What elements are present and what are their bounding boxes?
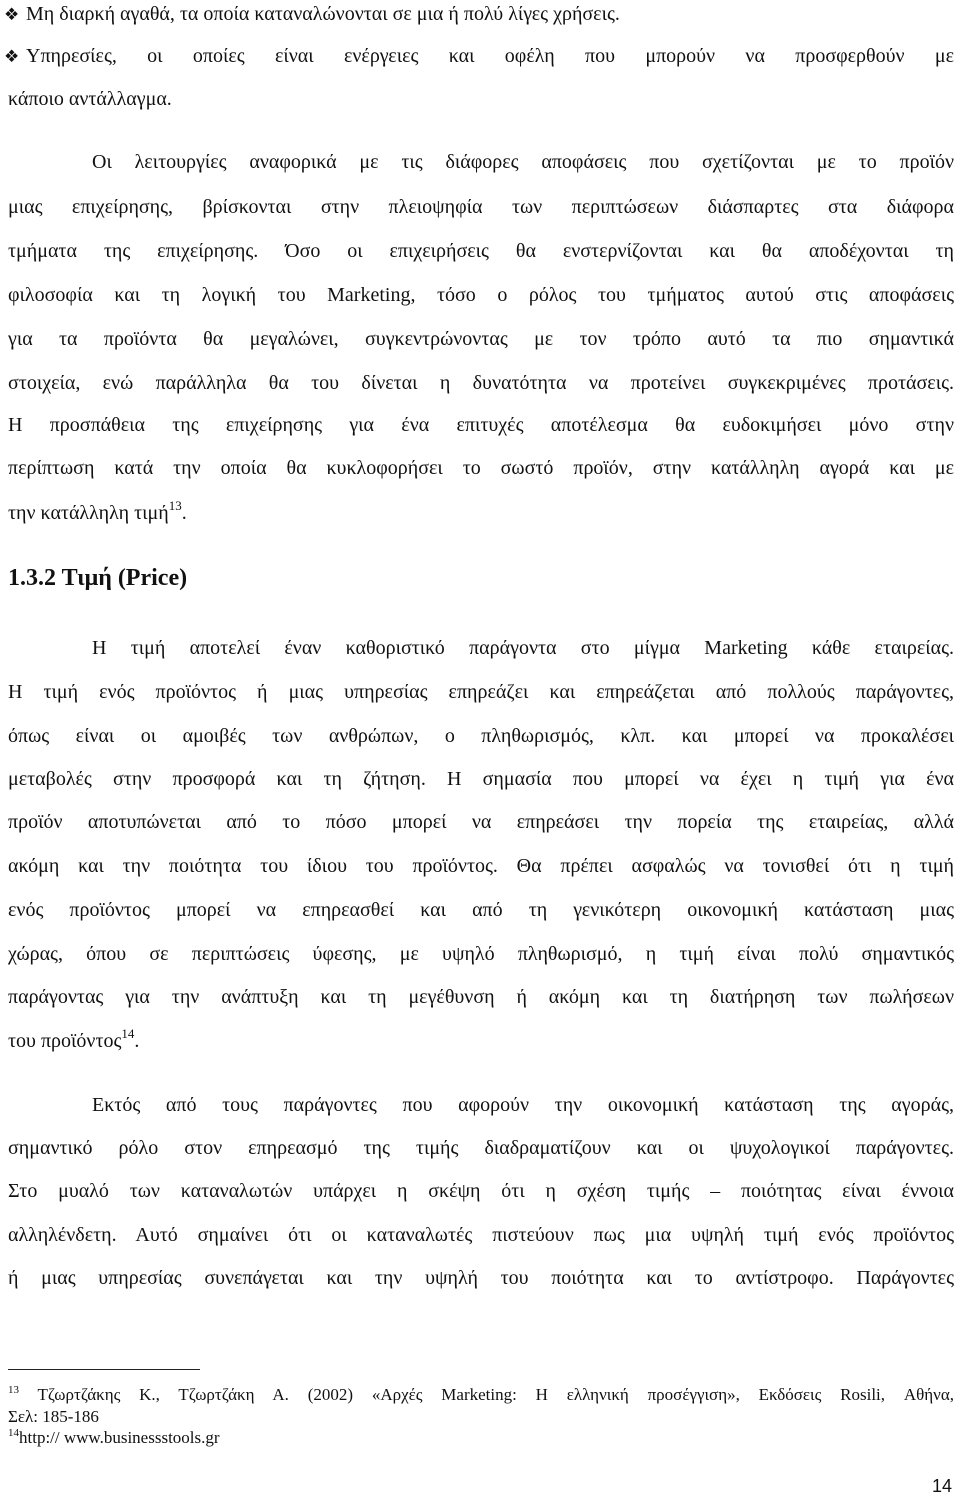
footnote-reference[interactable]: 14	[121, 1026, 135, 1041]
bullet-continuation: κάποιο αντάλλαγμα.	[8, 88, 172, 110]
paragraph-line: στοιχεία, ενώ παράλληλα θα του δίνεται η δυνατότητα να προτείνει συγκεκριμένες προτάσεις.	[8, 372, 954, 394]
paragraph-line: μεταβολές στην προσφορά και τη ζήτηση. Η σημασία που μπορεί να έχει η τιμή για ένα	[8, 768, 954, 790]
paragraph-line: παράγοντας για την ανάπτυξη και τη μεγέθυνση ή ακόμη και τη διατήρηση των πωλήσεων	[8, 986, 954, 1008]
bullet-item	[4, 35, 954, 78]
paragraph-line: αλληλένδετη. Αυτό σημαίνει ότι οι καταναλωτές πιστεύουν πως μια υψηλή τιμή ενός προϊόντος	[8, 1224, 954, 1246]
paragraph-line: ή μιας υπηρεσίας συνεπάγεται και την υψηλή του ποιότητα και το αντίστροφο. Παράγοντες	[8, 1267, 954, 1289]
section-heading: 1.3.2 Τιμή (Price)	[8, 565, 188, 591]
paragraph-line: ενός προϊόντος μπορεί να επηρεασθεί και από τη γενικότερη οικονομική κατάσταση μιας	[8, 899, 954, 921]
paragraph-line: φιλοσοφία και τη λογική του Marketing, τόσο ο ρόλος του τμήματος αυτού στις αποφάσεις	[8, 284, 954, 306]
paragraph-line: την κατάλληλη τιμή$^{13}$.	[8, 498, 187, 524]
footnote-13	[8, 1384, 954, 1405]
paragraph-line: προϊόν αποτυπώνεται από το πόσο μπορεί να επηρεάσει την πορεία της εταιρείας, αλλά	[8, 811, 954, 833]
paragraph-line: Οι λειτουργίες αναφορικά με τις διάφορες αποφάσεις που σχετίζονται με το προϊόν	[92, 151, 954, 173]
bullet-item	[4, 0, 954, 36]
footnote-number: 14	[8, 1427, 19, 1439]
paragraph-line: όπως είναι οι αμοιβές των ανθρώπων, ο πληθωρισμός, κλπ. και μπορεί να προκαλέσει	[8, 725, 954, 747]
paragraph-line: Στο μυαλό των καταναλωτών υπάρχει η σκέψη ότι η σχέση τιμής – ποιότητας είναι έννοια	[8, 1180, 954, 1202]
bullet-text: Μη διαρκή αγαθά, τα οποία καταναλώνονται σε μια ή πολύ λίγες χρήσεις.	[26, 3, 620, 25]
paragraph-line: Η προσπάθεια της επιχείρησης για ένα επιτυχές αποτέλεσμα θα ευδοκιμήσει μόνο στην	[8, 414, 954, 436]
footnote-14	[8, 1427, 954, 1448]
page-number: 14	[931, 1476, 952, 1496]
paragraph-line: για τα προϊόντα θα μεγαλώνει, συγκεντρώνοντας με τον τρόπο αυτό τα πιο σημαντικά	[8, 328, 954, 350]
paragraph-line: μιας επιχείρησης, βρίσκονται στην πλειοψηφία των περιπτώσεων διάσπαρτες στα διάφορα	[8, 196, 954, 218]
paragraph-line: του προϊόντος$^{14}$.	[8, 1026, 140, 1052]
footnote-number: 13	[8, 1384, 19, 1396]
footnote-link[interactable]: http:// www.businessstools.gr	[19, 1428, 220, 1447]
paragraph-line: σημαντικό ρόλο στον επηρεασμό της τιμής διαδραματίζουν και οι ψυχολογικοί παράγοντες.	[8, 1137, 954, 1159]
paragraph-line: Εκτός από τους παράγοντες που αφορούν την οικονομική κατάσταση της αγοράς,	[92, 1094, 954, 1116]
paragraph-text: του προϊόντος	[8, 1030, 122, 1052]
paragraph-line: τμήματα της επιχείρησης. Όσο οι επιχειρήσεις θα ενστερνίζονται και θα αποδέχονται τη	[8, 240, 954, 262]
footnote-reference[interactable]: 13	[168, 498, 182, 513]
footnote-text: Τζωρτζάκης Κ., Τζωρτζάκη Α. (2002) «Αρχές Marketing: Η ελληνική προσέγγιση», Εκδόσεις Rosili, Αθήνα,	[37, 1385, 954, 1404]
paragraph-line: Η τιμή αποτελεί έναν καθοριστικό παράγοντα στο μίγμα Marketing κάθε εταιρείας.	[92, 637, 954, 659]
diamond-bullet-icon: ❖	[4, 47, 20, 66]
paragraph-line: περίπτωση κατά την οποία θα κυκλοφορήσει το σωστό προϊόν, στην κατάλληλη αγορά και με	[8, 457, 954, 479]
paragraph-line: χώρας, όπου σε περιπτώσεις ύφεσης, με υψηλό πληθωρισμό, η τιμή είναι πολύ σημαντικός	[8, 943, 954, 965]
footnote-separator	[8, 1369, 200, 1370]
bullet-text: Υπηρεσίες, οι οποίες είναι ενέργειες και οφέλη που μπορούν να προσφερθούν με	[26, 45, 954, 67]
paragraph-line: Η τιμή ενός προϊόντος ή μιας υπηρεσίας επηρεάζει και επηρεάζεται από πολλούς παράγοντες,	[8, 681, 954, 703]
paragraph-text: την κατάλληλη τιμή	[8, 502, 169, 524]
paragraph-line: ακόμη και την ποιότητα του ίδιου του προϊόντος. Θα πρέπει ασφαλώς να τονισθεί ότι η τιμή	[8, 855, 954, 877]
footnote-13-continuation: Σελ: 185-186	[8, 1407, 99, 1426]
diamond-bullet-icon: ❖	[4, 5, 20, 24]
